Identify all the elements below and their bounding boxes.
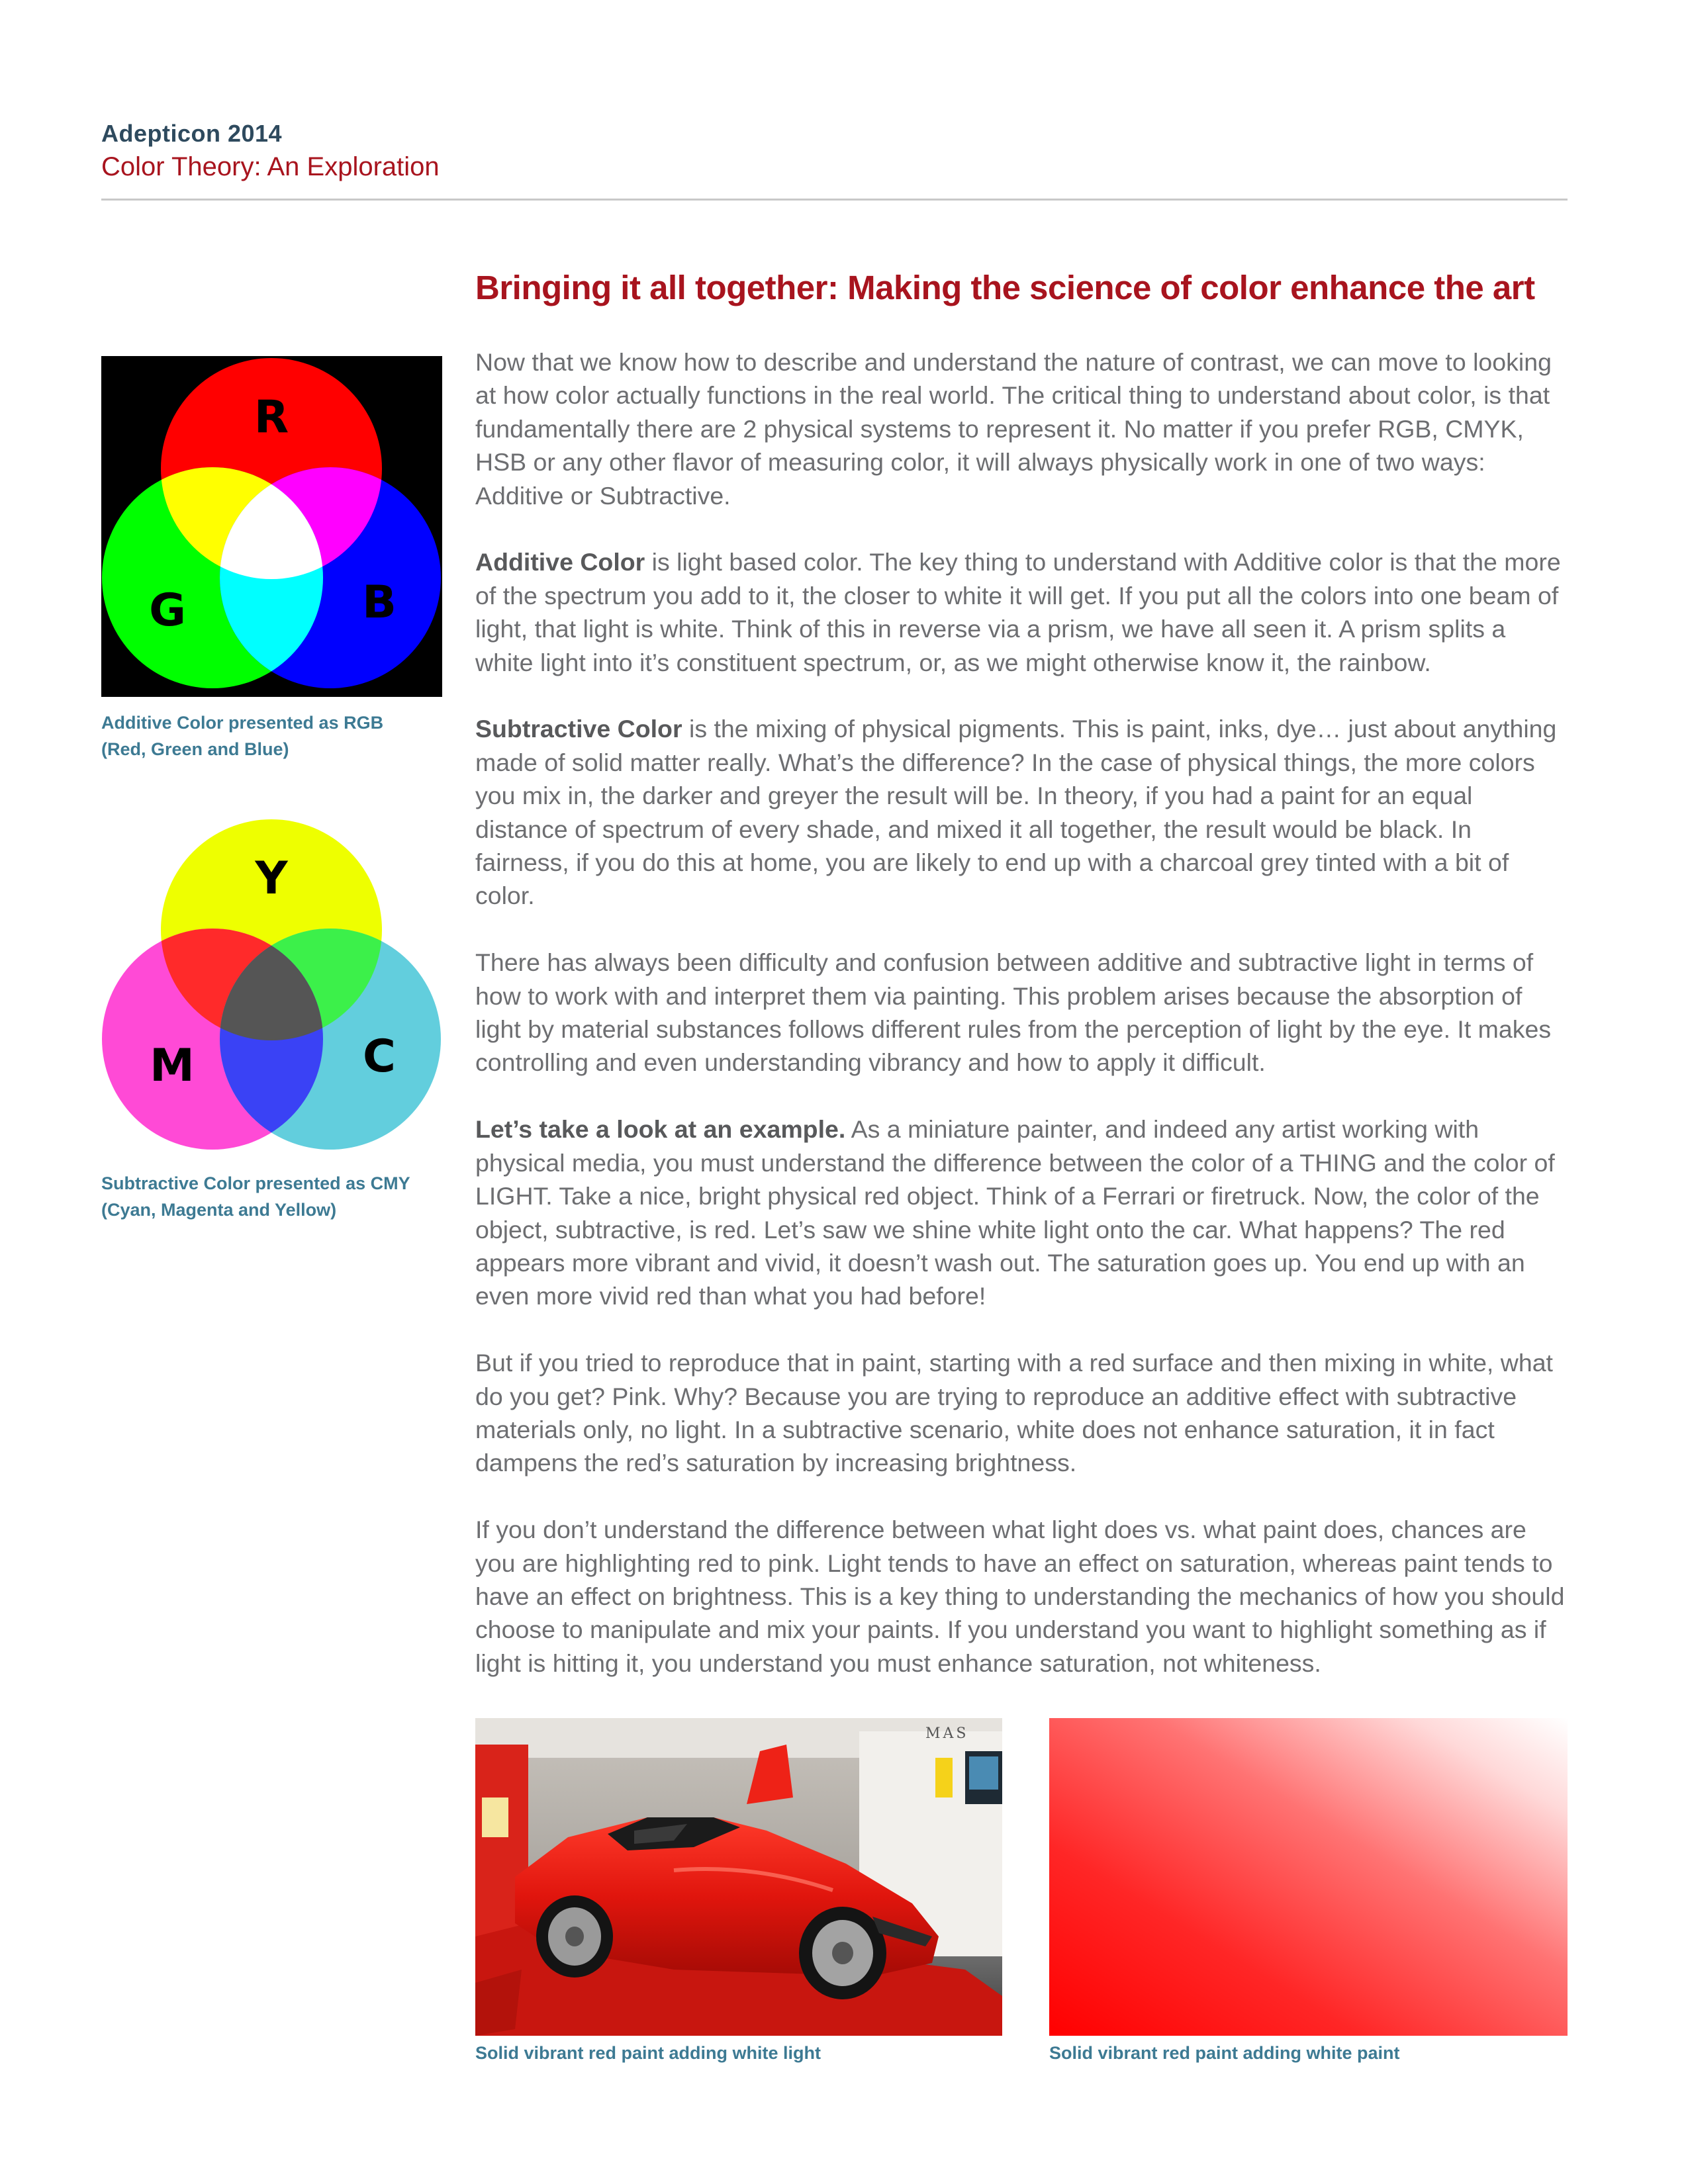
green-label: G: [149, 584, 186, 637]
header-document-subtitle: Color Theory: An Exploration: [101, 152, 440, 181]
paragraph-lead: Subtractive Color: [475, 715, 682, 743]
red-to-white-gradient: [1049, 1718, 1568, 2036]
caption-line: (Red, Green and Blue): [101, 739, 289, 759]
paragraph-text: As a miniature painter, and indeed any artist working with physical media, you must understand the difference between the color of a THING and the color of LIGHT. Take a nice, bright physical red object. Think of a Ferrari or firetruck. Now, the color of the object, subtractive, is red. Let’s saw we shine white light onto the car. What happens? The red appears more vibrant and vivid, it doesn’t wash out. The saturation goes up. You end up with an even more vivid red than what you had before!: [475, 1115, 1555, 1310]
paragraph-lead: Additive Color: [475, 548, 645, 576]
header-divider: [101, 199, 1568, 201]
paragraph-subtractive: [475, 712, 1569, 912]
paragraph-text: is the mixing of physical pigments. This is paint, inks, dye… just about anything made of solid matter really. What’s the difference? In the case of physical things, the more colors you mix in, the darker and greyer the result will be. In theory, if you had a paint for an equal distance of spectrum of every shade, and mixed it all together, the result would be black. In fairness, if you do this at home, you are likely to end up with a charcoal grey tinted with a bit of color.: [475, 715, 1557, 910]
paragraph-difficulty: There has always been difficulty and confusion between additive and subtractive light in terms of how to work with and interpret them via painting. This problem arises because the absorption of light by material substances follows different rules from the perception of light by the eye. It makes controlling and even understanding vibrancy and how to apply it difficult.: [475, 948, 1552, 1077]
paragraph-paint: But if you tried to reproduce that in paint, starting with a red surface and then mixing in white, what do you get? Pink. Why? Because you are trying to reproduce an additive effect with subtractive materials only, no light. In a subtractive scenario, white does not enhance saturation, it in fact dampens the red’s saturation by increasing brightness.: [475, 1349, 1553, 1477]
paragraph-lead: Let’s take a look at an example.: [475, 1115, 846, 1144]
cyan-label: C: [363, 1030, 396, 1083]
caption-line: (Cyan, Magenta and Yellow): [101, 1200, 337, 1220]
rgb-diagram-caption: [101, 709, 445, 762]
caption-line: Additive Color presented as RGB: [101, 713, 384, 733]
article-body: [475, 345, 1569, 1713]
gradient-caption: Solid vibrant red paint adding white paint: [1049, 2043, 1400, 2063]
yellow-label: Y: [255, 852, 288, 905]
paragraph-additive: [475, 545, 1569, 679]
cmy-subtractive-diagram: [101, 817, 442, 1158]
caption-line: Subtractive Color presented as CMY: [101, 1173, 410, 1193]
header-event-title: Adepticon 2014: [101, 120, 283, 147]
paragraph-conclusion: If you don’t understand the difference between what light does vs. what paint does, chances are you are highlighting red to pink. Light tends to have an effect on saturation, whereas paint tends to have an effect on brightness. This is a key thing to understanding the mechanics of how you should choose to manipulate and mix your paints. If you understand you want to highlight something as if light is hitting it, you understand you must enhance saturation, not whiteness.: [475, 1516, 1565, 1677]
photo-caption: Solid vibrant red paint adding white light: [475, 2043, 821, 2063]
section-heading: Bringing it all together: Making the science of color enhance the art: [475, 269, 1535, 306]
cmy-diagram-caption: [101, 1170, 445, 1223]
magenta-label: M: [150, 1040, 195, 1092]
red-label: R: [254, 391, 289, 443]
showroom-sign-text: MAS: [925, 1725, 969, 1742]
ferrari-photo: [475, 1718, 1002, 2036]
rgb-additive-diagram: [101, 356, 442, 697]
paragraph-text: is light based color. The key thing to understand with Additive color is that the more of the spectrum you add to it, the closer to white it will get. If you put all the colors into one beam of light, that light is white. Think of this in reverse via a prism, we have all seen it. A prism splits a white light into it’s constituent spectrum, or, as we might otherwise know it, the rainbow.: [475, 548, 1561, 676]
paragraph-intro: Now that we know how to describe and understand the nature of contrast, we can move to looking at how color actually functions in the real world. The critical thing to understand about color, is that fundamentally there are 2 physical systems to represent it. No matter if you prefer RGB, CMYK, HSB or any other flavor of measuring color, it will always physically work in one of two ways: Additive or Subtractive.: [475, 348, 1552, 510]
paragraph-example: [475, 1113, 1569, 1312]
blue-label: B: [362, 576, 397, 629]
